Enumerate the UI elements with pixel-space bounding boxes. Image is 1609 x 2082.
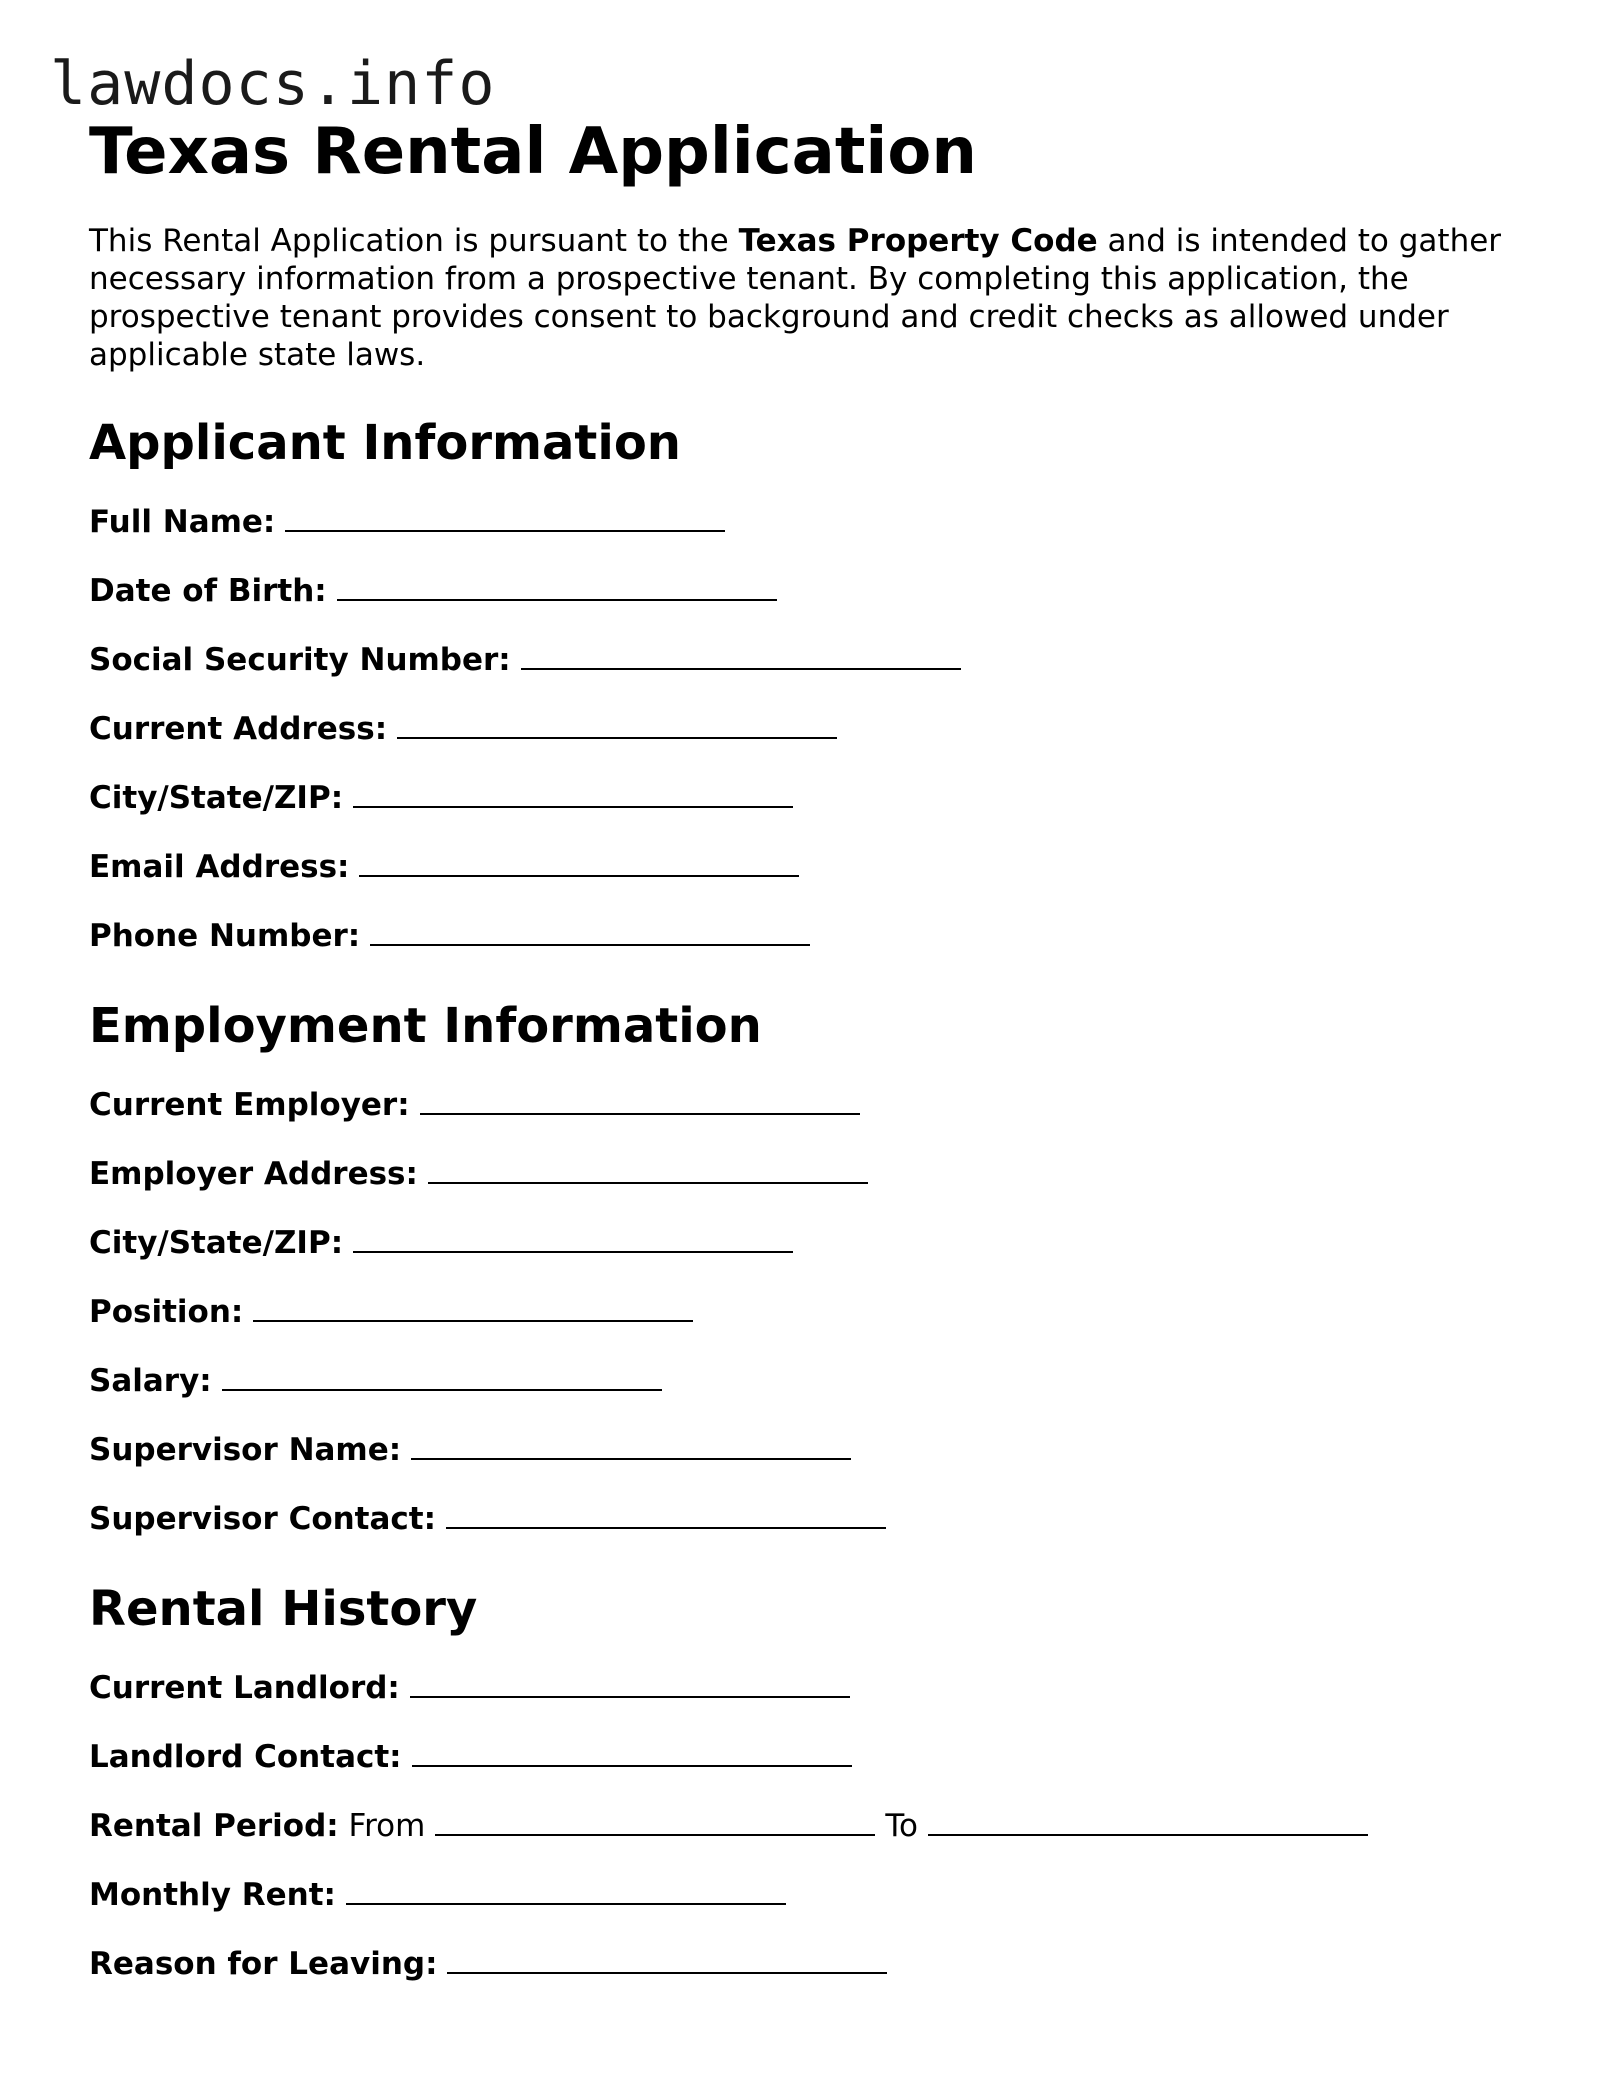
field-ssn [89, 638, 1549, 683]
field-current-employer [89, 1083, 1549, 1128]
full-name-blank[interactable] [285, 500, 725, 532]
intro-paragraph [89, 222, 1549, 374]
supervisor-name-blank[interactable] [411, 1428, 851, 1460]
rental-period-from-blank[interactable] [435, 1804, 875, 1836]
intro-text-before: This Rental Application is pursuant to the [89, 223, 739, 259]
field-landlord-contact [89, 1735, 1549, 1780]
field-label: Employer Address: [89, 1156, 418, 1192]
field-label: Phone Number: [89, 918, 361, 954]
ssn-blank[interactable] [521, 638, 961, 670]
field-reason-for-leaving [89, 1942, 1549, 1987]
field-rental-period [89, 1804, 1549, 1849]
field-position [89, 1290, 1549, 1335]
field-full-name [89, 500, 1549, 545]
field-label: Rental Period: [89, 1808, 339, 1844]
intro-text-bold: Texas Property Code [738, 223, 1098, 259]
field-label: Monthly Rent: [89, 1877, 336, 1913]
supervisor-contact-blank[interactable] [446, 1497, 886, 1529]
field-label: Full Name: [89, 504, 276, 540]
field-current-landlord [89, 1666, 1549, 1711]
field-label: City/State/ZIP: [89, 780, 344, 816]
field-label: Current Landlord: [89, 1670, 400, 1706]
section-heading-employment: Employment Information [89, 998, 762, 1054]
rental-fields [89, 1666, 1549, 1987]
field-salary [89, 1359, 1549, 1404]
reason-for-leaving-blank[interactable] [447, 1942, 887, 1974]
applicant-fields [89, 500, 1549, 959]
monthly-rent-blank[interactable] [346, 1873, 786, 1905]
phone-number-blank[interactable] [370, 914, 810, 946]
field-email-address [89, 845, 1549, 890]
field-label: Current Address: [89, 711, 388, 747]
current-address-blank[interactable] [397, 707, 837, 739]
document-title: Texas Rental Application [89, 115, 977, 189]
field-label: Reason for Leaving: [89, 1946, 438, 1982]
intro-text-after: and is intended to gather necessary information from a prospective tenant. By completing this application, the prospective tenant provides consent to background and credit checks as allowed under applicable state laws. [89, 223, 1502, 373]
date-of-birth-blank[interactable] [337, 569, 777, 601]
field-label: City/State/ZIP: [89, 1225, 344, 1261]
field-label: Supervisor Name: [89, 1432, 402, 1468]
field-current-address [89, 707, 1549, 752]
field-label: Supervisor Contact: [89, 1501, 437, 1537]
employer-city-state-zip-blank[interactable] [353, 1221, 793, 1253]
current-employer-blank[interactable] [420, 1083, 860, 1115]
landlord-contact-blank[interactable] [412, 1735, 852, 1767]
field-label: Current Employer: [89, 1087, 410, 1123]
field-employer-address [89, 1152, 1549, 1197]
current-landlord-blank[interactable] [410, 1666, 850, 1698]
field-label: Landlord Contact: [89, 1739, 402, 1775]
rental-period-to-label: To [885, 1808, 918, 1844]
section-heading-rental-history: Rental History [89, 1581, 478, 1637]
section-heading-applicant: Applicant Information [89, 415, 681, 471]
field-label: Email Address: [89, 849, 350, 885]
email-address-blank[interactable] [359, 845, 799, 877]
rental-period-to-blank[interactable] [928, 1804, 1368, 1836]
employment-fields [89, 1083, 1549, 1542]
field-supervisor-name [89, 1428, 1549, 1473]
watermark-logo: lawdocs.info [50, 49, 496, 119]
field-monthly-rent [89, 1873, 1549, 1918]
field-applicant-city-state-zip [89, 776, 1549, 821]
employer-address-blank[interactable] [428, 1152, 868, 1184]
salary-blank[interactable] [222, 1359, 662, 1391]
field-date-of-birth [89, 569, 1549, 614]
field-label: Salary: [89, 1363, 212, 1399]
position-blank[interactable] [253, 1290, 693, 1322]
field-employer-city-state-zip [89, 1221, 1549, 1266]
field-label: Date of Birth: [89, 573, 327, 609]
field-label: Social Security Number: [89, 642, 511, 678]
rental-period-from-label: From [348, 1808, 426, 1844]
document-page [89, 108, 1549, 1987]
field-label: Position: [89, 1294, 244, 1330]
field-supervisor-contact [89, 1497, 1549, 1542]
applicant-city-state-zip-blank[interactable] [353, 776, 793, 808]
field-phone-number [89, 914, 1549, 959]
